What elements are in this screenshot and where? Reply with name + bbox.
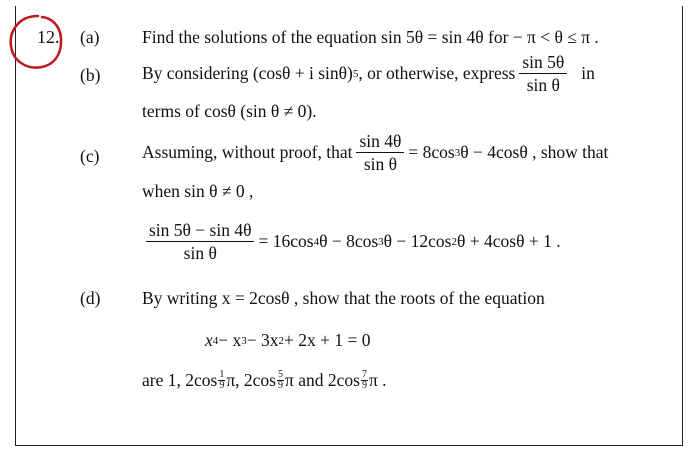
part-c-identity-a: = 16cos	[258, 231, 314, 252]
part-a-text: Find the solutions of the equation sin 5θ = sin 4θ for − π < θ ≤ π .	[142, 27, 599, 47]
part-b-line1-mid: , or otherwise, express	[358, 63, 516, 84]
part-b-line1-pre: By considering (cosθ + i sinθ)	[142, 63, 353, 84]
part-c-line1: Assuming, without proof, that $\frac{\sin 4\theta}{\text{sin θ}}$ = 8cos 3 θ − 4cosθ , show that	[142, 131, 609, 175]
part-d-root1-den: 9	[219, 380, 225, 391]
part-d-roots	[142, 370, 387, 391]
part-d-line1: By writing x = 2cosθ , show that the roots of the equation	[142, 288, 545, 308]
part-b-line1-post: in	[581, 63, 595, 84]
part-c-identity-c: θ − 12cos	[383, 231, 452, 252]
part-c-line2: when sin θ ≠ 0 ,	[142, 181, 254, 201]
part-d-root1-tail: π, 2cos	[226, 370, 276, 390]
part-c-frac-num: sin 4θ	[356, 131, 404, 153]
part-c-identity-num: sin 5θ − sin 4θ	[146, 220, 254, 242]
part-d-label: (d)	[80, 288, 101, 308]
question-number: 12.	[37, 27, 60, 47]
part-d-root3-tail: π .	[368, 370, 387, 390]
part-b-label: (b)	[80, 65, 101, 85]
part-d-root3-den: 9	[361, 380, 367, 391]
part-c-label: (c)	[80, 146, 100, 166]
part-d-eq-m1: − x	[218, 330, 242, 350]
part-d-root2-frac	[277, 370, 284, 391]
part-d-root1-num: 1	[219, 369, 225, 380]
part-c-identity: $\frac{\sin 5\theta - \sin 4\theta}{\text{sin θ}}$ = 16cos 4 θ − 8cos 3 θ − 12cos 2 θ + 4cosθ + 1 .	[142, 220, 561, 263]
part-b-line2: terms of cosθ (sin θ ≠ 0).	[142, 101, 317, 121]
part-d-eq-m2: − 3x	[246, 330, 279, 350]
part-b-fraction	[519, 52, 567, 95]
part-d-root3-frac	[361, 370, 368, 391]
part-d-roots-pre: are 1, 2cos	[142, 370, 218, 390]
part-d-equation: x 4 − x 3 − 3x 2 + 2x + 1 = 0	[205, 330, 371, 350]
part-b-line1: By considering (cosθ + i sinθ) 5 , or otherwise, express $\frac{\sin 5\theta}{\text{sin θ}}$ in	[142, 52, 595, 96]
part-d-eq-x: x	[205, 330, 213, 350]
part-a-label: (a)	[80, 27, 100, 47]
part-d-root1-frac	[218, 370, 225, 391]
part-c-eq-b: θ − 4cosθ , show that	[460, 142, 609, 163]
part-d-root2-num: 5	[278, 369, 283, 380]
part-d-eq-end: + 2x + 1 = 0	[284, 330, 371, 350]
part-c-frac-den: sin θ	[363, 154, 398, 175]
part-c-identity-fraction	[146, 220, 254, 263]
part-b-frac-den: sin θ	[526, 75, 560, 96]
part-c-identity-d: θ + 4cosθ + 1 .	[457, 231, 561, 252]
part-c-identity-den: sin θ	[183, 243, 217, 264]
part-b-frac-num: sin 5θ	[519, 52, 567, 74]
part-c-line1-pre: Assuming, without proof, that	[142, 142, 353, 163]
part-d-root3-num: 7	[361, 369, 367, 380]
part-c-eq-a: = 8cos	[408, 142, 455, 163]
part-d-root2-den: 9	[278, 380, 283, 391]
part-c-identity-b: θ − 8cos	[319, 231, 379, 252]
part-d-root2-tail: π and 2cos	[285, 370, 360, 390]
part-c-fraction	[356, 131, 404, 174]
